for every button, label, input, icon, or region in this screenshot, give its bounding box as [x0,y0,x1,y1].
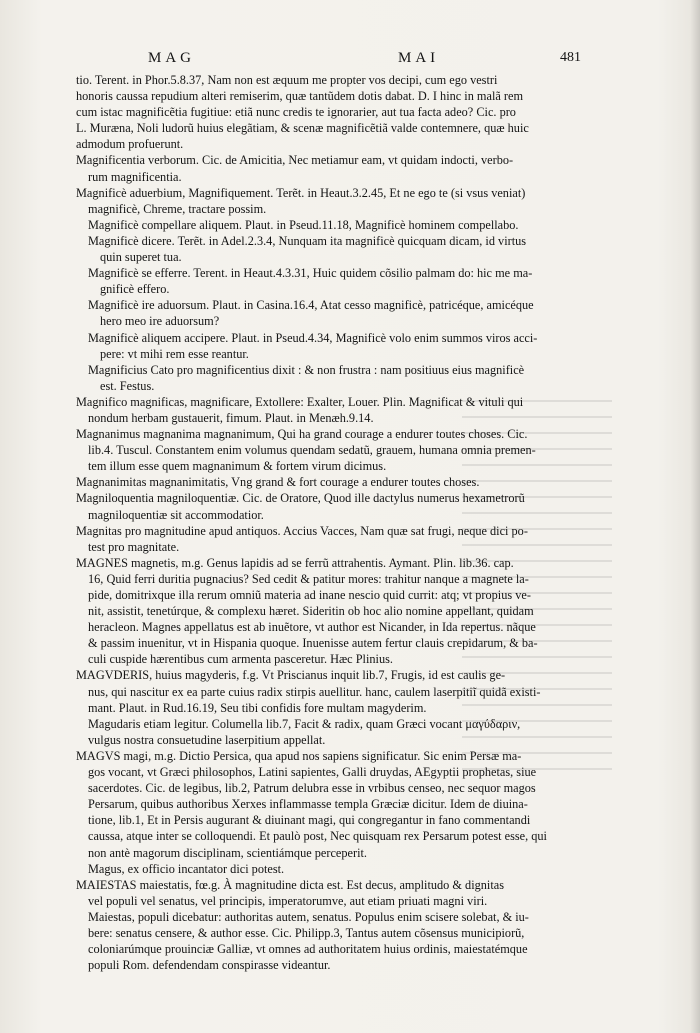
text-line: heracleon. Magnes appellatus est ab inuẽtore, vt author est Nicander, in Ida repertus. nãque [88,620,536,635]
page-number: 481 [560,50,581,65]
text-line: Magnanimitas magnanimitatis, Vng grand & fort courage a endurer toutes choses. [76,475,480,490]
text-line: populi Rom. defendendam conspirasse videantur. [88,958,331,973]
text-line: tem illum esse quem magnanimum & fortem virum dicimus. [88,459,387,474]
running-head [0,50,700,72]
text-line: vel populi vel senatus, vel principis, imperatorumve, aut etiam priuati magni viri. [88,893,488,908]
text-line: MAGVS magi, m.g. Dictio Persica, qua apud nos sapiens significatur. Sic enim Persæ ma- [76,748,522,763]
text-line: caussa, atque inter se colloquendi. Et paulò post, Nec quisquam rex Persarum potest esse, qui [88,829,547,844]
text-line: magnificè, Chreme, tractare possim. [88,201,267,216]
text-line: mant. Plaut. in Rud.16.19, Seu tibi confidis fore multam magyderim. [88,700,427,715]
text-line: Maiestas, populi dicebatur: authoritas autem, senatus. Populus enim scisere solebat, & iu- [88,909,529,924]
text-line: 16, Quid ferri duritia pugnacius? Sed cedit & patitur mores: trahitur nanque a magnete la- [88,571,529,586]
text-line: MAGVDERIS, huius magyderis, f.g. Vt Priscianus inquit lib.7, Frugis, id est caulis ge- [76,668,506,683]
text-line: MAIESTAS maiestatis, fœ.g. À magnitudine dicta est. Est decus, amplitudo & dignitas [76,877,504,892]
text-line: culi cuspide hærentibus cum armenta pasceretur. Hæc Plinius. [88,652,393,667]
text-line: pide, domitrixque illa rerum omniũ materia ad inane nescio quid currit: atq; vt propius ve- [88,588,531,602]
text-line: Magnitas pro magnitudine apud antiquos. Accius Vacces, Nam quæ sat frugi, neque dici po- [76,523,528,538]
text-line: pere: vt mihi rem esse reantur. [100,346,249,361]
text-line: MAGNES magnetis, m.g. Genus lapidis ad se ferrũ attrahentis. Aymant. Plin. lib.36. cap. [76,555,514,570]
text-line: bere: senatus censere, & author esse. Cic. Philipp.3, Tantus autem cõsensus municipiorũ, [88,925,525,940]
text-line: gos vocant, vt Græci philosophos, Latini sapientes, Galli druydas, AEgyptii prophetas, siue [88,765,537,780]
text-line: honoris caussa repudium alteri remiserim, quæ tantũdem dotis dabat. D. I hinc in malã rem [76,89,524,104]
text-line: Magnificè ire aduorsum. Plaut. in Casina.16.4, Atat cesso magnificè, patricéque, amicéque [88,298,534,313]
dictionary-text-column [76,72,604,973]
text-line: coloniarúmque prouinciæ Galliæ, vt omnes ad authoritatem huius ordinis, maiestatémque [88,942,528,957]
text-line: non antè magorum disciplinam, scientiámque perceperit. [88,845,367,860]
text-line: gnificè effero. [100,282,170,297]
text-line: Magus, ex officio incantator dici potest. [88,861,285,876]
text-line: Magnifico magnificas, magnificare, Extollere: Exalter, Louer. Plin. Magnificat & vituli qui [76,394,524,409]
text-line: test pro magnitate. [88,539,180,554]
text-line: & passim inuenitur, vt in Hispania quoque. Inuenisse autem fertur clauis crepidarum, & ba- [88,636,538,651]
text-line: Magnificè dicere. Terẽt. in Adel.2.3.4, Nunquam ita magnificè quicquam dicam, id virtus [88,233,527,248]
text-line: Magniloquentia magniloquentiæ. Cic. de Oratore, Quod ille dactylus numerus hexametrorũ [76,491,525,506]
text-line: Magnanimus magnanima magnanimum, Qui ha grand courage a endurer toutes choses. Cic. [76,427,528,442]
text-line: cum istac magnificẽtia fugitiue: etiã nunc credis te ignorarier, aut tua facta adeo? Cic. pro [76,105,516,120]
text-line: Persarum, quibus authoribus Xerxes inflammasse templa Græciæ dicitur. Idem de diuina- [88,797,528,812]
text-line: magniloquentiæ sit accommodatior. [88,507,264,522]
text-line: hero meo ire aduorsum? [100,314,220,329]
text-line: admodum profuerunt. [76,137,184,152]
text-line: nus, qui nascitur ex ea parte cuius radix stirpis auellitur. hanc, caulem laserpitiĩ quidã existi- [88,684,541,699]
text-line: lib.4. Tuscul. Constantem enim volumus quendam sedatũ, grauem, humana omnia premen- [88,443,536,458]
text-line: nondum herbam gustauerit, fimum. Plaut. in Menæh.9.14. [88,410,374,425]
text-line: Magnificè compellare aliquem. Plaut. in Pseud.11.18, Magnificè hominem compellabo. [88,217,519,232]
text-line: Magnificè aliquem accipere. Plaut. in Pseud.4.34, Magnificè volo enim summos viros acci- [88,330,538,345]
running-head-center: MAI [398,50,440,66]
running-head-left: MAG [148,50,196,66]
text-line: Magnificè se efferre. Terent. in Heaut.4.3.31, Huic quidem cõsilio palmam do: hic me ma- [88,266,533,281]
text-line: Magnificius Cato pro magnificentius dixit : & non frustra : nam positiuus eius magnificè [88,362,525,377]
text-line: L. Muræna, Noli ludorũ huius elegãtiam, & scenæ magnificẽtiã valde contemnere, quæ huic [76,121,529,136]
text-line: est. Festus. [100,378,155,393]
text-line: quin superet tua. [100,250,182,265]
text-line: Magudaris etiam legitur. Columella lib.7, Facit & radix, quam Græci vocant μαγύδαριν, [88,716,521,731]
text-line: rum magnificentia. [88,169,182,184]
text-line: vulgus nostra consuetudine laserpitium appellat. [88,732,326,747]
text-line: Magnificè aduerbium, Magnifiquement. Terẽt. in Heaut.3.2.45, Et ne ego te (si vsus veniat) [76,185,526,200]
text-line: tio. Terent. in Phor.5.8.37, Nam non est æquum me propter vos decipi, cum ego vestri [76,73,498,87]
text-line: nit, assistit, tenetúrque, & complexu hæret. Sideritin ob hoc alio nomine appellant, quidam [88,604,534,619]
text-line: tione, lib.1, Et in Persis augurant & diuinant magi, qui congregantur in fano commentandi [88,813,531,828]
page-edge-shadow [690,0,700,1033]
text-line: Magnificentia verborum. Cic. de Amicitia, Nec metiamur eam, vt quidam indocti, verbo- [76,153,514,168]
text-line: sacerdotes. Cic. de legibus, lib.2, Patrum delubra esse in vrbibus censeo, nec sequor magos [88,781,536,796]
